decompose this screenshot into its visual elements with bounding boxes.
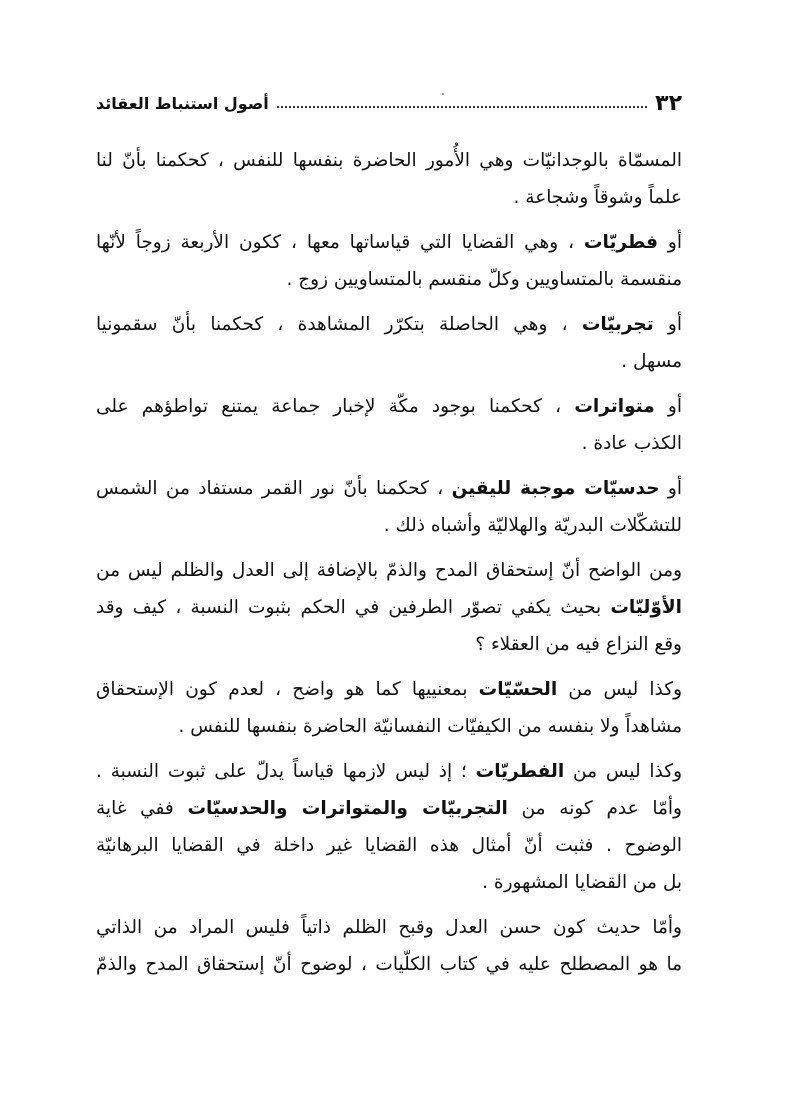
paragraph: [96, 306, 682, 380]
paragraph: [96, 470, 682, 544]
bold-term: فطريّات: [583, 232, 659, 253]
text-line: [96, 552, 682, 589]
text-run: المسمّاة بالوجدانيّات وهي الأُمور الحاضرة بنفسها للنفس ، كحكمنا بأنّ لنا: [96, 150, 682, 171]
text-run: أو: [654, 396, 682, 417]
text-run: علماً وشوقاً وشجاعة .: [513, 187, 682, 208]
text-line: [96, 946, 682, 983]
text-run: وكذا ليس من: [564, 761, 682, 782]
text-run: الكذب عادة .: [581, 433, 682, 454]
text-run: أو: [653, 314, 682, 335]
text-line: [96, 507, 682, 544]
text-line: [96, 224, 682, 261]
text-run: أو: [659, 478, 682, 499]
bold-term: التجربيّات والمتواترات والحدسيّات: [187, 798, 508, 819]
text-run: ؛ إذ ليس لازمها قياساً يدلّ على ثبوت النسبة .: [96, 761, 476, 782]
scan-speck: [442, 93, 444, 95]
text-line: [96, 753, 682, 790]
text-run: مسهل .: [621, 351, 682, 372]
text-run: بحيث يكفي تصوّر الطرفين في الحكم بثبوت النسبة ، كيف وقد: [96, 597, 611, 618]
text-run: وأمّا حديث كون حسن العدل وقبح الظلم ذاتياً فليس المراد من الذاتي: [96, 917, 682, 938]
paragraph: [96, 142, 682, 216]
text-run: وكذا ليس من: [557, 679, 682, 700]
text-run: للتشكّلات البدريّة والهلاليّة وأشباه ذلك .: [383, 515, 682, 536]
bold-term: متواترات: [574, 396, 655, 417]
text-run: ، كحكمنا بأنّ نور القمر مستفاد من الشمس: [96, 478, 452, 499]
text-run: وقع النزاع فيه من العقلاء ؟: [475, 634, 682, 655]
bold-term: الأوّليّات: [610, 597, 682, 618]
text-run: بمعنييها كما هو واضح ، لعدم كون الإستحقاق: [96, 679, 479, 700]
page-number: ٣٢: [655, 90, 682, 116]
paragraph: [96, 224, 682, 298]
text-run: ما هو المصطلح عليه في كتاب الكلّيات ، لوضوح أنّ إستحقاق المدح والذمّ: [96, 954, 682, 975]
text-line: [96, 864, 682, 901]
text-line: [96, 261, 682, 298]
text-run: بل من القضايا المشهورة .: [482, 872, 682, 893]
paragraph: [96, 671, 682, 745]
text-run: ، كحكمنا بوجود مكّة لإخبار جماعة يمتنع تواطؤهم على: [96, 396, 575, 417]
text-line: [96, 142, 682, 179]
text-line: [96, 470, 682, 507]
paragraph: [96, 552, 682, 663]
text-line: [96, 626, 682, 663]
text-run: ، وهي الحاصلة بتكرّر المشاهدة ، كحكمنا بأنّ سقمونيا: [96, 314, 582, 335]
text-run: ، وهي القضايا التي قياساتها معها ، ككون الأربعة زوجاً لأنّها: [96, 232, 584, 253]
text-run: ومن الواضح أنّ إستحقاق المدح والذمّ بالإضافة إلى العدل والظلم ليس من: [96, 560, 682, 581]
text-line: [96, 589, 682, 626]
text-line: [96, 306, 682, 343]
bold-term: حدسيّات موجبة لليقين: [451, 478, 660, 499]
text-line: [96, 388, 682, 425]
paragraph: [96, 388, 682, 462]
text-line: [96, 343, 682, 380]
running-title: أصول استنباط العقائد: [96, 93, 269, 113]
paragraph: [96, 753, 682, 901]
text-run: الوضوح . فثبت أنّ أمثال هذه القضايا غير داخلة في القضايا البرهانيّة: [96, 835, 682, 856]
bold-term: تجربيّات: [581, 314, 654, 335]
text-line: [96, 790, 682, 827]
text-line: [96, 179, 682, 216]
text-line: [96, 909, 682, 946]
bold-term: الحسّيّات: [478, 679, 558, 700]
header-dot-leader: [277, 106, 647, 108]
text-line: [96, 827, 682, 864]
text-run: أو: [658, 232, 682, 253]
text-run: وأمّا عدم كونه من: [507, 798, 682, 819]
bold-term: الفطريّات: [475, 761, 565, 782]
text-run: منقسمة بالمتساويين وكلّ منقسم بالمتساويين زوج .: [286, 269, 682, 290]
text-line: [96, 425, 682, 462]
text-line: [96, 708, 682, 745]
page-header: [96, 88, 682, 118]
text-run: ففي غاية: [96, 798, 188, 819]
body-text: [96, 142, 682, 991]
text-line: [96, 671, 682, 708]
text-run: مشاهداً ولا بنفسه من الكيفيّات النفسانيّة الحاضرة بنفسها للنفس .: [178, 716, 682, 737]
paragraph: [96, 909, 682, 983]
